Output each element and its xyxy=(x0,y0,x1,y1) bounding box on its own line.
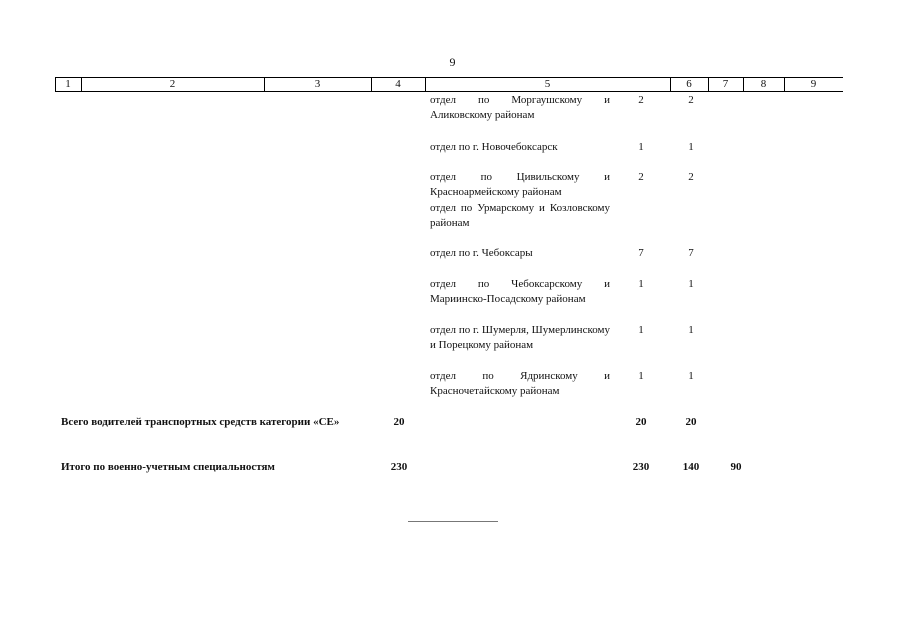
header-col-3: 3 xyxy=(314,78,321,90)
grand-total-col4: 230 xyxy=(390,461,408,473)
dept-name-urmary: отдел по Урмарскому и Козловскому районам xyxy=(430,202,610,229)
row-novocheboksarsk-col7: 1 xyxy=(688,141,694,153)
row-yadrin-col6: 1 xyxy=(638,370,644,382)
header-col-1: 1 xyxy=(65,78,71,90)
dept-name-yadrin: отдел по Ядринскому и Красночетайскому районам xyxy=(430,370,610,397)
dept-name-novocheboksarsk: отдел по г. Новочебоксарск xyxy=(430,141,558,153)
row-cheboksarsky-col6: 1 xyxy=(638,278,644,290)
total-drivers-col4: 20 xyxy=(393,416,405,428)
row-novocheboksarsk-col6: 1 xyxy=(638,141,644,153)
row-tsivilsk-col6: 2 xyxy=(638,171,644,183)
row-morgaush-col6: 2 xyxy=(638,94,644,106)
dept-name-shumerlya: отдел по г. Шумерля, Шумерлинскому и Порецкому районам xyxy=(430,324,610,351)
dept-name-cheboksary-city: отдел по г. Чебоксары xyxy=(430,247,533,259)
header-col-4: 4 xyxy=(395,78,401,90)
grand-total-col7: 140 xyxy=(682,461,700,473)
header-col-8: 8 xyxy=(760,78,767,90)
grand-total-col8: 90 xyxy=(730,461,742,473)
header-col-6: 6 xyxy=(686,78,692,90)
total-drivers-label: Всего водителей транспортных средств категории «СЕ» xyxy=(61,416,340,428)
header-col-2: 2 xyxy=(169,78,176,90)
row-yadrin-col7: 1 xyxy=(688,370,694,382)
row-cheboksary-city-col7: 7 xyxy=(688,247,694,259)
row-cheboksarsky-col7: 1 xyxy=(688,278,694,290)
grand-total-col6: 230 xyxy=(632,461,650,473)
row-shumerlya-col7: 1 xyxy=(688,324,694,336)
row-morgaush-col7: 2 xyxy=(688,94,694,106)
footer-divider xyxy=(408,521,498,522)
total-drivers-col6: 20 xyxy=(635,416,647,428)
total-drivers-col7: 20 xyxy=(685,416,697,428)
header-col-5: 5 xyxy=(544,78,551,90)
dept-name-morgaush: отдел по Моргаушскому и Аликовскому районам xyxy=(430,94,610,121)
row-tsivilsk-col7: 2 xyxy=(688,171,694,183)
dept-name-tsivilsk: отдел по Цивильскому и Красноармейскому районам xyxy=(430,171,610,198)
row-shumerlya-col6: 1 xyxy=(638,324,644,336)
dept-name-cheboksarsky: отдел по Чебоксарскому и Мариинско-Посадскому районам xyxy=(430,278,610,305)
grand-total-label: Итого по военно-учетным специальностям xyxy=(61,461,275,473)
page-number: 9 xyxy=(449,55,456,69)
row-cheboksary-city-col6: 7 xyxy=(638,247,644,259)
header-col-9: 9 xyxy=(810,78,817,90)
table-header xyxy=(55,77,843,92)
header-col-7: 7 xyxy=(722,78,729,90)
